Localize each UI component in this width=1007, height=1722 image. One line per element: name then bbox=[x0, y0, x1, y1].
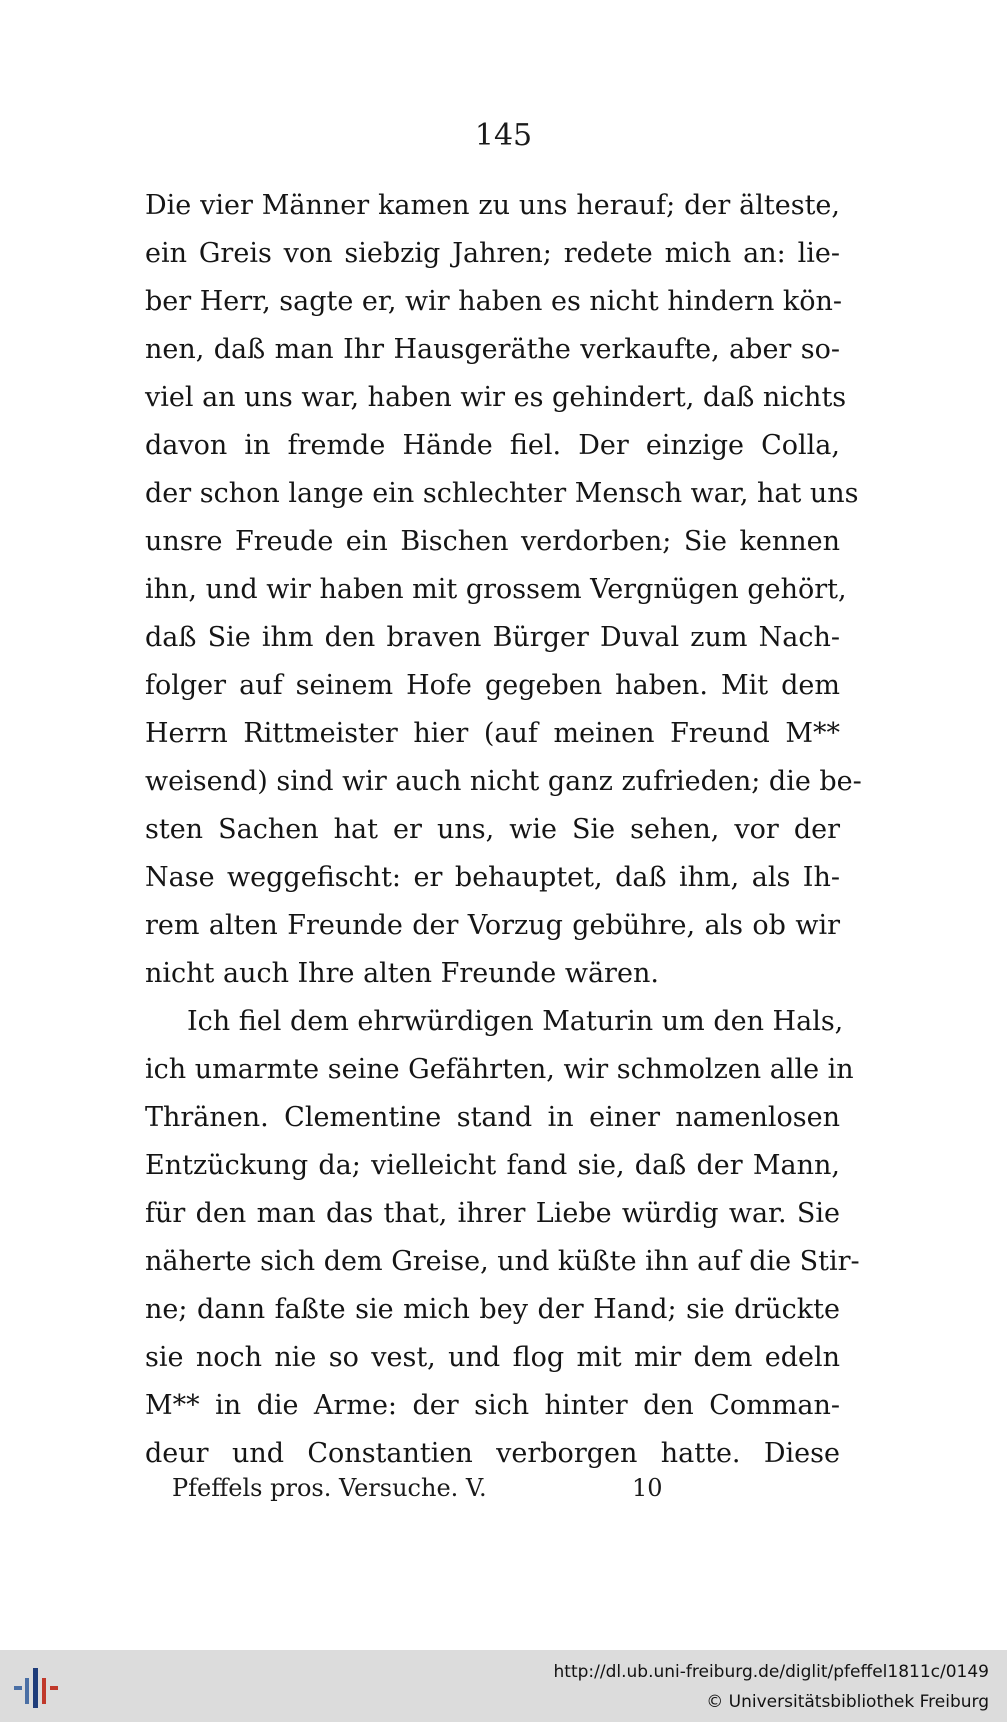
text-line: ne; dann faßte sie mich bey der Hand; sie drückte bbox=[145, 1294, 840, 1325]
page-number: 145 bbox=[474, 118, 533, 153]
text-line: Herrn Rittmeister hier (auf meinen Freund M** bbox=[145, 718, 840, 749]
text-line: ein Greis von siebzig Jahren; redete mich an: lie- bbox=[145, 238, 840, 269]
text-line: M** in die Arme: der sich hinter den Comman- bbox=[145, 1390, 840, 1421]
text-line: nen, daß man Ihr Hausgeräthe verkaufte, aber so- bbox=[145, 334, 840, 365]
text-line: viel an uns war, haben wir es gehindert, daß nichts bbox=[145, 382, 847, 413]
text-line: Nase weggefischt: er behauptet, daß ihm, als Ih- bbox=[145, 862, 840, 893]
library-logo-icon bbox=[14, 1664, 60, 1710]
permalink-url[interactable]: http://dl.ub.uni-freiburg.de/diglit/pfeffel1811c/0149 bbox=[553, 1662, 989, 1682]
text-line: sten Sachen hat er uns, wie Sie sehen, vor der bbox=[145, 814, 840, 845]
sheet-number: 10 bbox=[632, 1474, 663, 1502]
text-line: folger auf seinem Hofe gegeben haben. Mit dem bbox=[145, 670, 840, 701]
text-line: rem alten Freunde der Vorzug gebühre, als ob wir bbox=[145, 910, 840, 941]
text-line: Die vier Männer kamen zu uns herauf; der älteste, bbox=[145, 190, 840, 221]
text-line: ber Herr, sagte er, wir haben es nicht hindern kön- bbox=[145, 286, 843, 317]
text-line: nicht auch Ihre alten Freunde wären. bbox=[145, 958, 659, 989]
body-text bbox=[145, 182, 862, 1478]
text-line: ihn, und wir haben mit grossem Vergnügen gehört, bbox=[145, 574, 847, 605]
text-line: davon in fremde Hände fiel. Der einzige Colla, bbox=[145, 430, 840, 461]
text-line: deur und Constantien verborgen hatte. Diese bbox=[145, 1438, 840, 1469]
text-line: näherte sich dem Greise, und küßte ihn auf die Stir- bbox=[145, 1246, 860, 1277]
text-line: weisend) sind wir auch nicht ganz zufrieden; die be- bbox=[145, 766, 862, 797]
text-line: Entzückung da; vielleicht fand sie, daß der Mann, bbox=[145, 1150, 840, 1181]
library-footer-bar bbox=[0, 1650, 1007, 1722]
text-line: unsre Freude ein Bischen verdorben; Sie kennen bbox=[145, 526, 840, 557]
text-line: für den man das that, ihrer Liebe würdig war. Sie bbox=[145, 1198, 840, 1229]
text-line: der schon lange ein schlechter Mensch war, hat uns bbox=[145, 478, 859, 509]
signature-mark: Pfeffels pros. Versuche. V. bbox=[172, 1474, 487, 1502]
paragraph-start-line: Ich fiel dem ehrwürdigen Maturin um den Hals, bbox=[187, 1006, 844, 1037]
text-line: daß Sie ihm den braven Bürger Duval zum Nach- bbox=[145, 622, 840, 653]
text-line: Thränen. Clementine stand in einer namenlosen bbox=[145, 1102, 840, 1133]
text-line: sie noch nie so vest, und flog mit mir dem edeln bbox=[145, 1342, 840, 1373]
copyright-notice: © Universitätsbibliothek Freiburg bbox=[706, 1692, 989, 1712]
text-line: ich umarmte seine Gefährten, wir schmolzen alle in bbox=[145, 1054, 854, 1085]
